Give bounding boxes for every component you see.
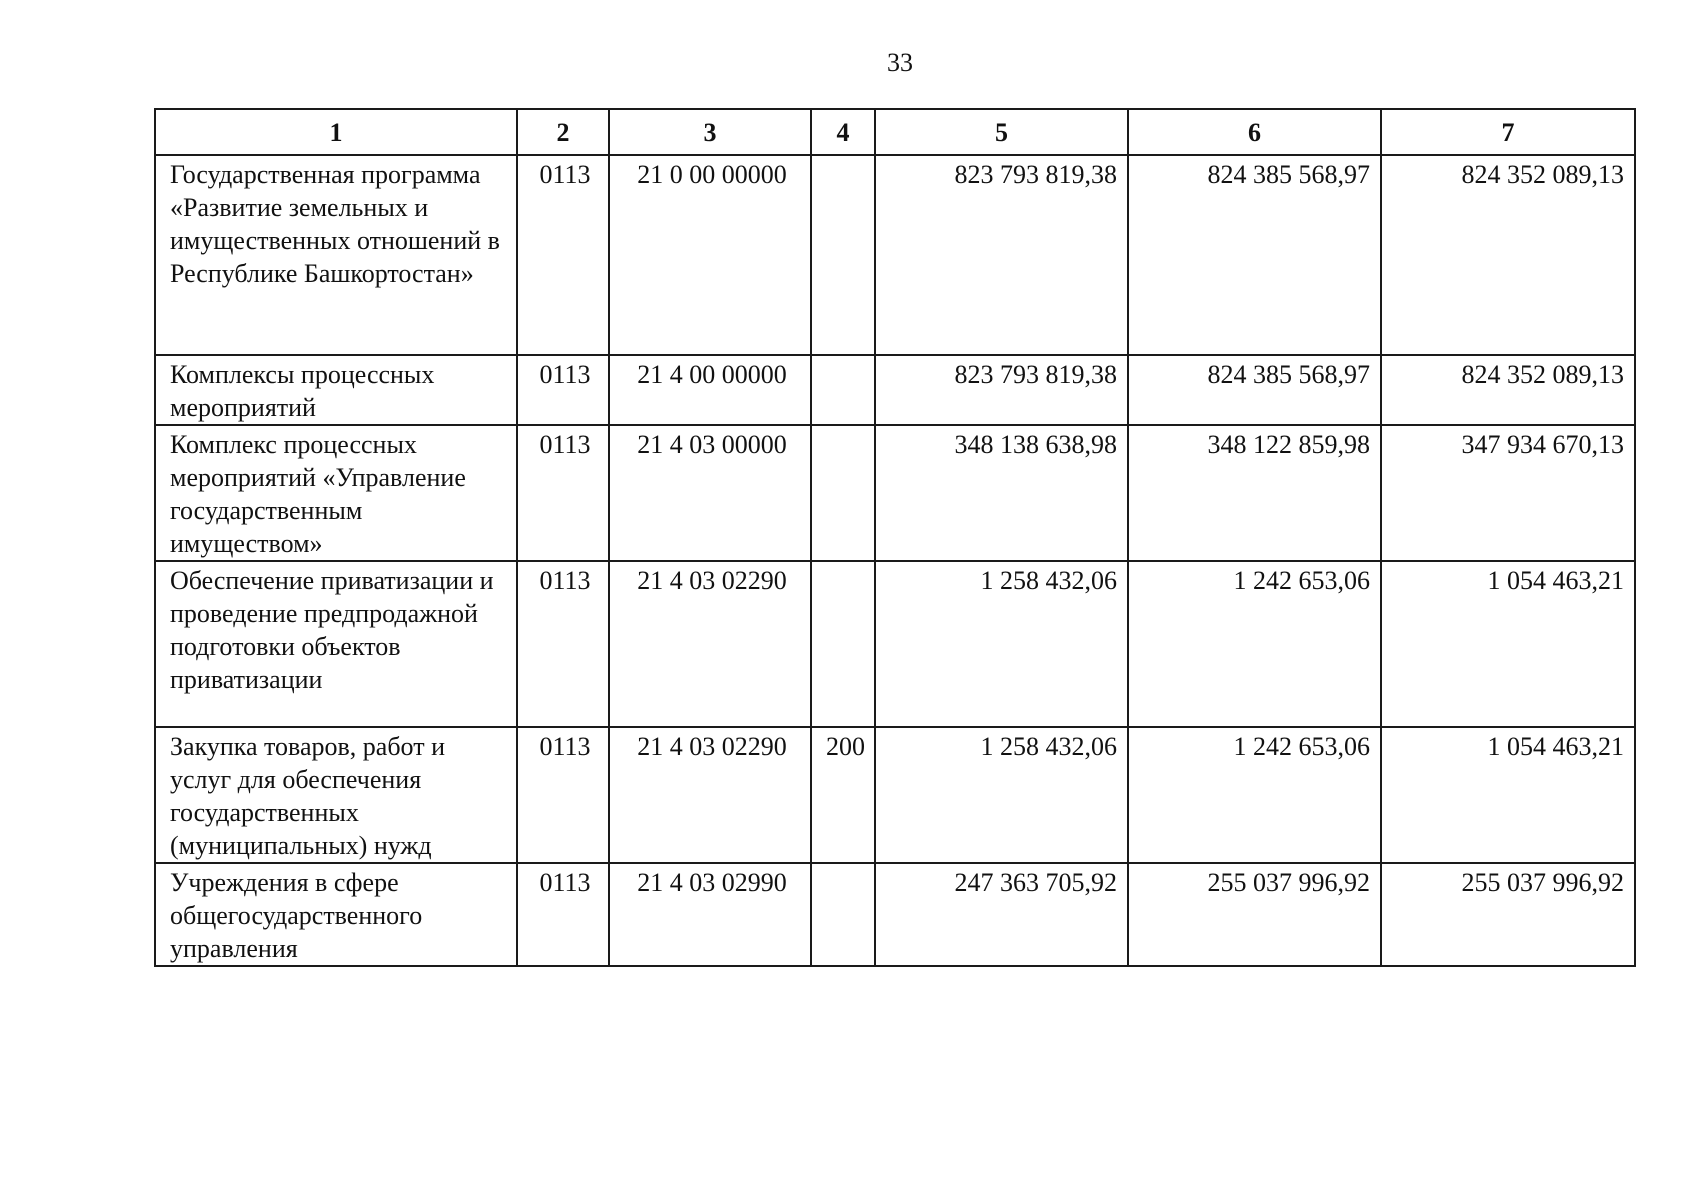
row-target: 21 4 03 02990 <box>609 863 811 966</box>
row-type <box>811 863 875 966</box>
header-col-1: 1 <box>155 109 517 155</box>
row-amount-col-5: 247 363 705,92 <box>875 863 1128 966</box>
row-amount-col-5: 1 258 432,06 <box>875 561 1128 727</box>
row-amount-col-5: 348 138 638,98 <box>875 425 1128 561</box>
row-section: 0113 <box>517 355 609 425</box>
row-section: 0113 <box>517 425 609 561</box>
page-number: 33 <box>887 48 913 77</box>
row-section: 0113 <box>517 863 609 966</box>
row-amount-col-6: 1 242 653,06 <box>1128 561 1381 727</box>
row-amount-col-7: 1 054 463,21 <box>1381 727 1635 863</box>
table-row <box>155 863 1635 966</box>
row-target: 21 4 03 00000 <box>609 425 811 561</box>
header-col-4: 4 <box>811 109 875 155</box>
row-name: Государственная программа «Развитие земельных и имущественных отношений в Республике Башкортостан» <box>155 155 517 355</box>
row-type <box>811 561 875 727</box>
row-target: 21 0 00 00000 <box>609 155 811 355</box>
header-col-2: 2 <box>517 109 609 155</box>
table-row <box>155 561 1635 727</box>
row-name: Комплекс процессных мероприятий «Управление государственным имуществом» <box>155 425 517 561</box>
row-amount-col-7: 1 054 463,21 <box>1381 561 1635 727</box>
row-type: 200 <box>811 727 875 863</box>
row-target: 21 4 00 00000 <box>609 355 811 425</box>
row-amount-col-5: 1 258 432,06 <box>875 727 1128 863</box>
row-name: Обеспечение приватизации и проведение предпродажной подготовки объектов приватизации <box>155 561 517 727</box>
row-amount-col-6: 1 242 653,06 <box>1128 727 1381 863</box>
row-amount-col-7: 824 352 089,13 <box>1381 155 1635 355</box>
header-col-3: 3 <box>609 109 811 155</box>
table-row <box>155 727 1635 863</box>
row-amount-col-6: 255 037 996,92 <box>1128 863 1381 966</box>
row-type <box>811 355 875 425</box>
row-amount-col-6: 824 385 568,97 <box>1128 155 1381 355</box>
row-name: Учреждения в сфере общегосударственного управления <box>155 863 517 966</box>
table-row <box>155 155 1635 355</box>
row-name: Закупка товаров, работ и услуг для обеспечения государственных (муниципальных) нужд <box>155 727 517 863</box>
header-col-7: 7 <box>1381 109 1635 155</box>
header-col-6: 6 <box>1128 109 1381 155</box>
row-section: 0113 <box>517 561 609 727</box>
row-target: 21 4 03 02290 <box>609 727 811 863</box>
row-amount-col-5: 823 793 819,38 <box>875 355 1128 425</box>
table-row <box>155 425 1635 561</box>
row-amount-col-6: 824 385 568,97 <box>1128 355 1381 425</box>
row-type <box>811 425 875 561</box>
table-row <box>155 355 1635 425</box>
row-amount-col-5: 823 793 819,38 <box>875 155 1128 355</box>
row-amount-col-7: 824 352 089,13 <box>1381 355 1635 425</box>
row-section: 0113 <box>517 727 609 863</box>
row-target: 21 4 03 02290 <box>609 561 811 727</box>
budget-table <box>154 108 1636 967</box>
row-amount-col-7: 255 037 996,92 <box>1381 863 1635 966</box>
row-section: 0113 <box>517 155 609 355</box>
row-amount-col-6: 348 122 859,98 <box>1128 425 1381 561</box>
table-header-row <box>155 109 1635 155</box>
row-amount-col-7: 347 934 670,13 <box>1381 425 1635 561</box>
header-col-5: 5 <box>875 109 1128 155</box>
row-name: Комплексы процессных мероприятий <box>155 355 517 425</box>
row-type <box>811 155 875 355</box>
